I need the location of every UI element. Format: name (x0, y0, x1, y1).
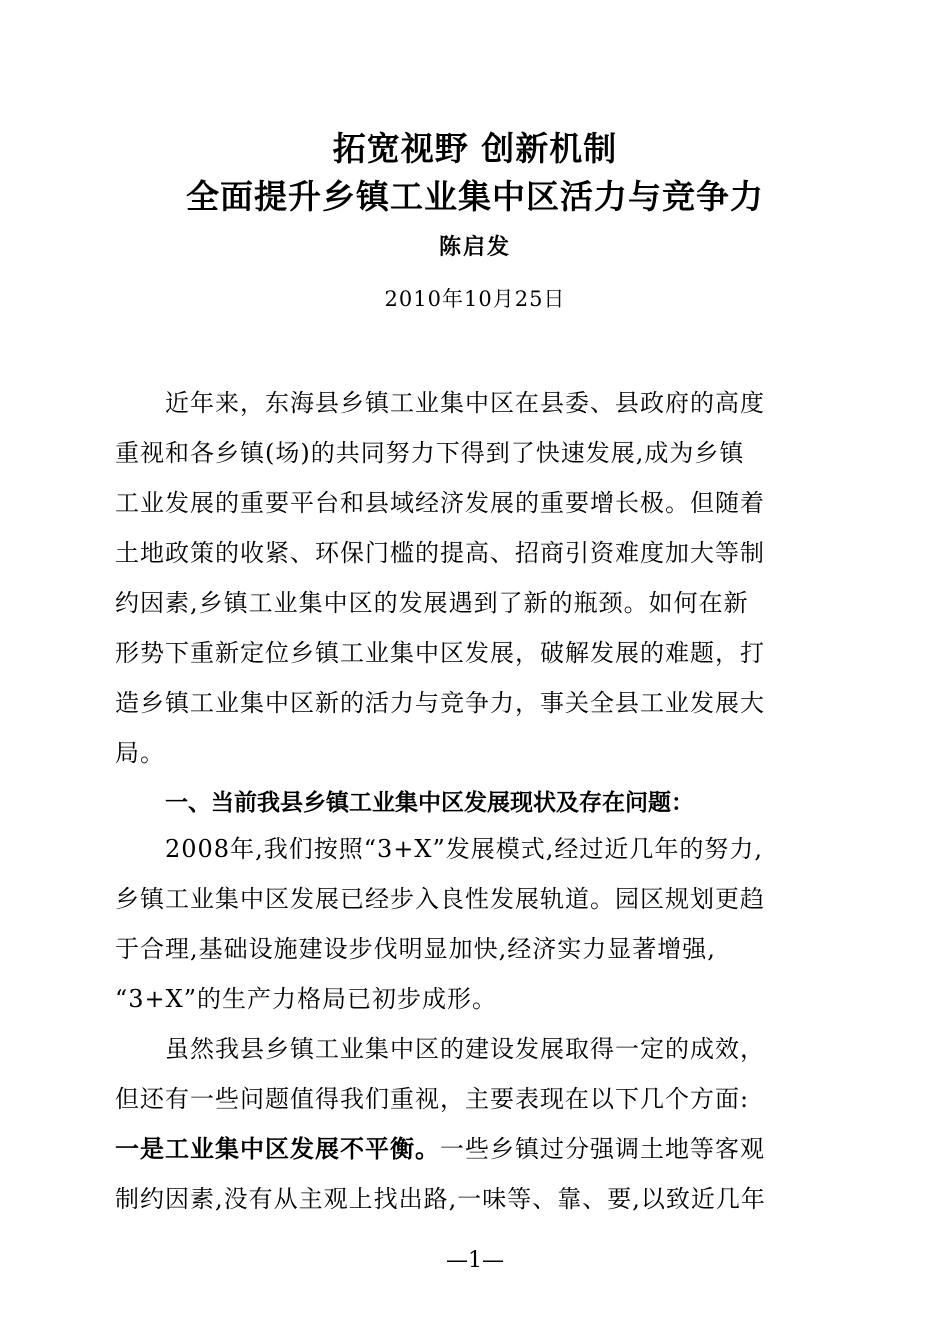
paragraph-intro (115, 378, 780, 778)
paragraph-line: “3+X”的生产力格局已初步成形。 (115, 985, 498, 1013)
paragraph-line: 但还有一些问题值得我们重视，主要表现在以下几个方面: (115, 1085, 750, 1113)
paragraph-line: 2008年,我们按照“3+X”发展模式,经过近几年的努力, (165, 835, 763, 863)
paragraph-line: 土地政策的收紧、环保门槛的提高、招商引资难度加大等制 (115, 539, 765, 567)
author: 陈启发 (438, 234, 511, 260)
paragraph-line-rest: 一些乡镇过分强调土地等客观 (440, 1135, 765, 1163)
paragraph-status (115, 824, 780, 1024)
title-line-1: 拓宽视野 创新机制 (332, 129, 618, 168)
section-heading-text: 一、当前我县乡镇工业集中区发展现状及存在问题： (165, 790, 694, 816)
paragraph-line: 重视和各乡镇(场)的共同努力下得到了快速发展,成为乡镇 (115, 439, 745, 467)
paragraph-line: 造乡镇工业集中区新的活力与竞争力，事关全县工业发展大 (115, 689, 765, 717)
date: 2010年10月25日 (384, 287, 566, 311)
paragraph-line: 工业发展的重要平台和县域经济发展的重要增长极。但随着 (115, 489, 765, 517)
paragraph-line: 近年来，东海县乡镇工业集中区在县委、县政府的高度 (165, 389, 765, 417)
paragraph-line: 形势下重新定位乡镇工业集中区发展，破解发展的难题，打 (115, 639, 765, 667)
paragraph-line (115, 1124, 780, 1174)
paragraph-line: 于合理,基础设施建设步伐明显加快,经济实力显著增强, (115, 935, 716, 963)
paragraph-line: 虽然我县乡镇工业集中区的建设发展取得一定的成效， (165, 1035, 765, 1063)
paragraph-line: 乡镇工业集中区发展已经步入良性发展轨道。园区规划更趋 (115, 885, 765, 913)
paragraph-line: 制约因素,没有从主观上找出路,一味等、靠、要,以致近几年 (115, 1185, 766, 1213)
page-number: —1— (446, 1248, 504, 1273)
bold-lead: 一是工业集中区发展不平衡。 (115, 1134, 440, 1163)
title-line-2: 全面提升乡镇工业集中区活力与竞争力 (186, 177, 764, 216)
paragraph-line: 约因素,乡镇工业集中区的发展遇到了新的瓶颈。如何在新 (115, 589, 749, 617)
section-heading (115, 778, 780, 828)
paragraph-problems (115, 1024, 780, 1224)
paragraph-line: 局。 (115, 739, 165, 767)
